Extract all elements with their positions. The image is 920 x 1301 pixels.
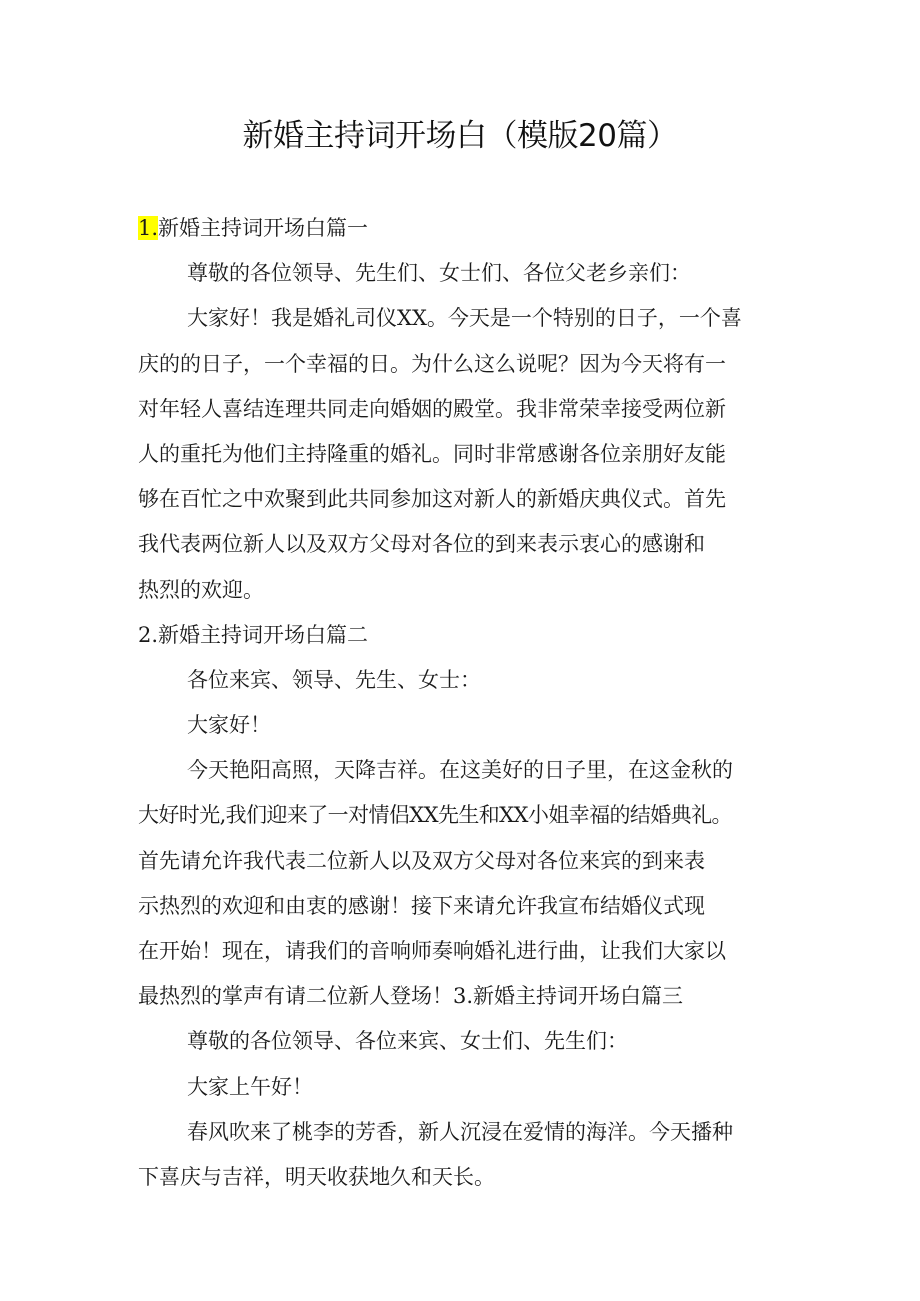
document-title: 新婚主持词开场白（模版20篇） [242, 118, 678, 154]
paragraph-line: 庆的的日子，一个幸福的日。为什么这么说呢？因为今天将有一 [138, 351, 726, 376]
paragraph-line: 够在百忙之中欢聚到此共同参加这对新人的新婚庆典仪式。首先 [138, 487, 726, 512]
paragraph-line: 今天艳阳高照，天降吉祥。在这美好的日子里，在这金秋的 [187, 758, 733, 783]
highlighted-heading-number: 1. [138, 216, 159, 240]
document-body [138, 206, 788, 1200]
hello-line: 大家上午好！ [187, 1074, 313, 1099]
paragraph-line: 对年轻人喜结连理共同走向婚姻的殿堂。我非常荣幸接受两位新 [138, 396, 726, 421]
section-heading-1 [138, 206, 788, 251]
paragraph-line: 示热烈的欢迎和由衷的感谢！接下来请允许我宣布结婚仪式现 [138, 893, 705, 918]
greeting-line: 各位来宾、领导、先生、女士： [187, 667, 481, 692]
section-heading-text: 新婚主持词开场白篇一 [158, 216, 369, 240]
paragraph-line: 在开始！现在，请我们的音响师奏响婚礼进行曲，让我们大家以 [138, 939, 726, 963]
greeting-line: 尊敬的各位领导、先生们、女士们、各位父老乡亲们： [187, 261, 691, 286]
paragraph-line: 热烈的欢迎。 [138, 577, 264, 602]
paragraph-line: 大家好！我是婚礼司仪XX。今天是一个特别的日子，一个喜 [187, 306, 742, 331]
paragraph-line: 下喜庆与吉祥，明天收获地久和天长。 [138, 1164, 495, 1189]
section-heading-2: 2.新婚主持词开场白篇二 [138, 622, 369, 647]
paragraph-line: 人的重托为他们主持隆重的婚礼。同时非常感谢各位亲朋好友能 [138, 441, 726, 466]
paragraph-line: 春风吹来了桃李的芳香，新人沉浸在爱情的海洋。今天播种 [187, 1119, 733, 1144]
hello-line: 大家好！ [187, 713, 271, 738]
paragraph-line: 最热烈的掌声有请二位新人登场！3.新婚主持词开场白篇三 [138, 984, 684, 1009]
greeting-line: 尊敬的各位领导、各位来宾、女士们、先生们： [187, 1029, 628, 1054]
paragraph-line: 大好时光,我们迎来了一对情侣XX先生和XX小姐幸福的结婚典礼。 [138, 803, 732, 828]
paragraph-line: 我代表两位新人以及双方父母对各位的到来表示衷心的感谢和 [138, 532, 705, 557]
paragraph-line: 首先请允许我代表二位新人以及双方父母对各位来宾的到来表 [138, 848, 705, 873]
